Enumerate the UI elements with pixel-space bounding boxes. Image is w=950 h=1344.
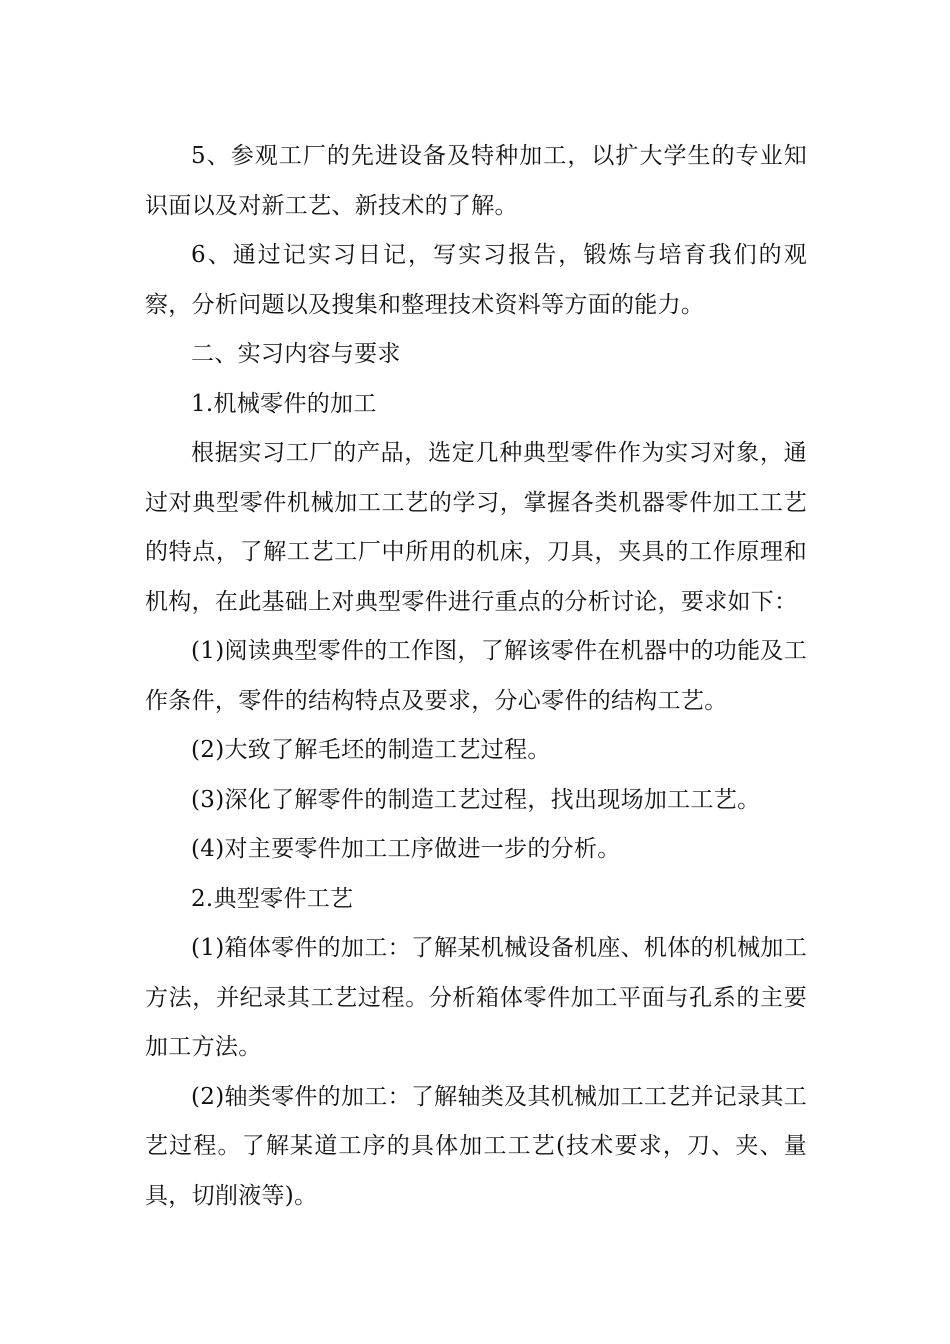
requirement-item-2: (2)大致了解毛坯的制造工艺过程。 (191, 737, 551, 763)
requirement-item-3: (3)深化了解零件的制造工艺过程，找出现场加工工艺。 (191, 786, 761, 813)
subheading-typical-parts-process: 2.典型零件工艺 (191, 885, 354, 912)
requirement-item-1: (1)阅读典型零件的工作图，了解该零件在机器中的功能及工作条件，零件的结构特点及要求，分心零件的结构工艺。 (145, 638, 807, 714)
paragraph-item-6-internship-diary: 6、通过记实习日记，写实习报告，锻炼与培育我们的观察，分析问题以及搜集和整理技术资料等方面的能力。 (145, 242, 807, 318)
paragraph-item-5-visit-factory: 5、参观工厂的先进设备及特种加工，以扩大学生的专业知识面以及对新工艺、新技术的了解。 (145, 143, 807, 219)
section-heading-content-requirements: 二、实习内容与要求 (191, 341, 401, 367)
subheading-machine-parts-processing: 1.机械零件的加工 (191, 390, 377, 417)
process-item-box-parts: (1)箱体零件的加工：了解某机械设备机座、机体的机械加工方法，并纪录其工艺过程。分析箱体零件加工平面与孔系的主要加工方法。 (145, 935, 807, 1060)
paragraph-typical-parts-study: 根据实习工厂的产品，选定几种典型零件作为实习对象，通过对典型零件机械加工工艺的学习，掌握各类机器零件加工工艺的特点，了解工艺工厂中所用的机床，刀具，夹具的工作原理和机构，在此基础上对典型零件进行重点的分析讨论，要求如下： (145, 440, 807, 615)
document-body (145, 132, 807, 1221)
process-item-shaft-parts: (2)轴类零件的加工：了解轴类及其机械加工工艺并记录其工艺过程。了解某道工序的具体加工工艺(技术要求，刀、夹、量具，切削液等)。 (145, 1083, 807, 1209)
requirement-item-4: (4)对主要零件加工工序做进一步的分析。 (191, 836, 621, 862)
